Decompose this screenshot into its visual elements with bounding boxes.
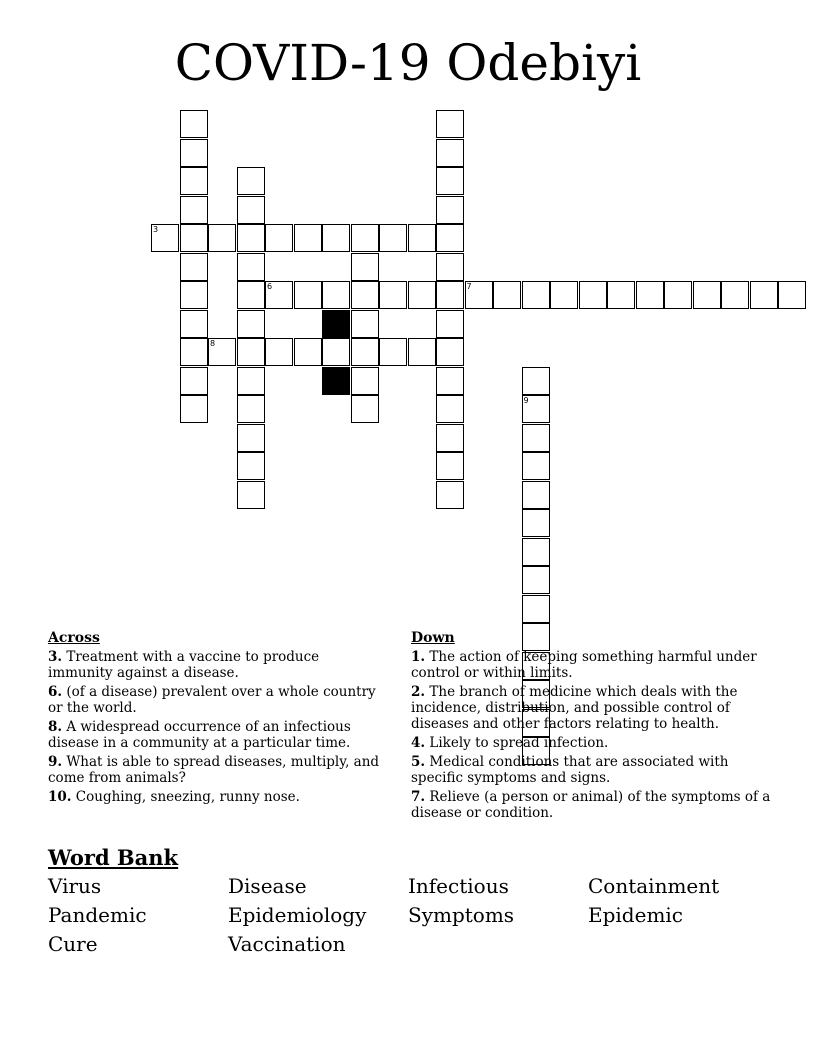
grid-cell[interactable] [237, 196, 265, 224]
grid-cell[interactable] [265, 281, 293, 309]
down-clue-list [411, 649, 771, 821]
grid-cell[interactable] [436, 367, 464, 395]
grid-cell[interactable] [237, 310, 265, 338]
word-bank-item: Cure [48, 932, 98, 956]
word-bank-item: Epidemiology [228, 903, 367, 927]
word-bank-item: Infectious [408, 874, 509, 898]
grid-cell[interactable] [379, 224, 407, 252]
grid-cell[interactable] [522, 395, 550, 423]
grid-cell[interactable] [180, 310, 208, 338]
grid-cell[interactable] [351, 395, 379, 423]
grid-cell[interactable] [351, 281, 379, 309]
down-clue [411, 735, 771, 751]
grid-cell[interactable] [180, 253, 208, 281]
grid-block [322, 367, 350, 395]
clue-num: 3. [48, 649, 63, 665]
clue-number: 6 [267, 282, 273, 291]
grid-cell[interactable] [436, 310, 464, 338]
clue-number: 8 [210, 339, 216, 348]
grid-cell[interactable] [294, 281, 322, 309]
grid-cell[interactable] [493, 281, 521, 309]
across-clue [48, 684, 388, 716]
grid-cell[interactable] [408, 338, 436, 366]
grid-cell[interactable] [294, 224, 322, 252]
grid-cell[interactable] [436, 167, 464, 195]
grid-cell[interactable] [436, 224, 464, 252]
grid-cell[interactable] [436, 424, 464, 452]
clue-num: 9. [48, 754, 63, 770]
grid-cell[interactable] [607, 281, 635, 309]
grid-cell[interactable] [180, 167, 208, 195]
grid-cell[interactable] [180, 196, 208, 224]
word-bank-list [48, 872, 768, 958]
clue-num: 2. [411, 684, 426, 700]
grid-cell[interactable] [750, 281, 778, 309]
grid-cell[interactable] [265, 224, 293, 252]
grid-cell[interactable] [322, 338, 350, 366]
clue-text: (of a disease) prevalent over a whole country or the world. [48, 684, 376, 716]
grid-cell[interactable] [436, 338, 464, 366]
clue-text: The branch of medicine which deals with the incidence, distribution, and possible control of diseases and other factors relating to health. [411, 684, 738, 732]
grid-cell[interactable] [550, 281, 578, 309]
grid-cell[interactable] [436, 196, 464, 224]
down-clue [411, 754, 771, 786]
clue-text: Treatment with a vaccine to produce immunity against a disease. [48, 649, 320, 681]
word-bank-item: Virus [48, 874, 102, 898]
grid-cell[interactable] [180, 139, 208, 167]
grid-cell[interactable] [436, 110, 464, 138]
grid-cell[interactable] [522, 509, 550, 537]
clue-num: 10. [48, 789, 72, 805]
puzzle-title: COVID-19 Odebiyi [174, 34, 642, 92]
grid-cell[interactable] [522, 566, 550, 594]
across-clue [48, 649, 388, 681]
grid-cell[interactable] [522, 538, 550, 566]
grid-cell[interactable] [351, 367, 379, 395]
grid-cell[interactable] [237, 481, 265, 509]
clue-num: 8. [48, 719, 63, 735]
grid-cell[interactable] [579, 281, 607, 309]
down-heading: Down [411, 630, 455, 646]
across-clue [48, 789, 388, 805]
grid-cell[interactable] [208, 338, 236, 366]
clue-num: 1. [411, 649, 426, 665]
down-clues [411, 630, 771, 824]
grid-cell[interactable] [237, 338, 265, 366]
grid-cell[interactable] [180, 281, 208, 309]
across-clue [48, 719, 388, 751]
grid-cell[interactable] [522, 452, 550, 480]
grid-cell[interactable] [664, 281, 692, 309]
clue-number: 7 [466, 282, 472, 291]
grid-cell[interactable] [436, 281, 464, 309]
grid-cell[interactable] [351, 338, 379, 366]
word-bank-item: Containment [588, 874, 720, 898]
word-bank [48, 845, 768, 958]
clue-text: A widespread occurrence of an infectious disease in a community at a particular time. [48, 719, 351, 751]
down-clue [411, 789, 771, 821]
grid-cell[interactable] [237, 367, 265, 395]
grid-cell[interactable] [180, 367, 208, 395]
grid-cell[interactable] [778, 281, 806, 309]
word-bank-item: Symptoms [408, 903, 515, 927]
clue-num: 6. [48, 684, 63, 700]
grid-cell[interactable] [237, 424, 265, 452]
clue-text: Medical conditions that are associated with specific symptoms and signs. [411, 754, 729, 786]
grid-cell[interactable] [237, 395, 265, 423]
grid-cell[interactable] [322, 224, 350, 252]
grid-cell[interactable] [351, 253, 379, 281]
across-clue-list [48, 649, 388, 805]
grid-cell[interactable] [237, 452, 265, 480]
grid-cell[interactable] [351, 224, 379, 252]
grid-cell[interactable] [721, 281, 749, 309]
grid-cell[interactable] [180, 338, 208, 366]
grid-cell[interactable] [436, 395, 464, 423]
grid-cell[interactable] [237, 281, 265, 309]
grid-cell[interactable] [265, 338, 293, 366]
word-bank-heading: Word Bank [48, 845, 179, 870]
grid-cell[interactable] [408, 224, 436, 252]
grid-cell[interactable] [379, 338, 407, 366]
grid-cell[interactable] [237, 167, 265, 195]
grid-cell[interactable] [408, 281, 436, 309]
clue-num: 5. [411, 754, 426, 770]
across-clue [48, 754, 388, 786]
grid-cell[interactable] [522, 367, 550, 395]
across-heading: Across [48, 630, 100, 646]
word-bank-item: Vaccination [228, 932, 346, 956]
grid-cell[interactable] [636, 281, 664, 309]
grid-cell[interactable] [180, 110, 208, 138]
grid-cell[interactable] [436, 481, 464, 509]
clue-text: Likely to spread infection. [425, 735, 609, 751]
clue-num: 7. [411, 789, 426, 805]
clue-text: What is able to spread diseases, multiply, and come from animals? [48, 754, 380, 786]
grid-cell[interactable] [180, 224, 208, 252]
grid-cell[interactable] [522, 424, 550, 452]
clue-text: Coughing, sneezing, runny nose. [71, 789, 300, 805]
clue-num: 4. [411, 735, 426, 751]
grid-cell[interactable] [294, 338, 322, 366]
down-clue [411, 684, 771, 732]
grid-cell[interactable] [151, 224, 179, 252]
grid-cell[interactable] [180, 395, 208, 423]
word-bank-item: Pandemic [48, 903, 147, 927]
grid-cell[interactable] [436, 452, 464, 480]
grid-cell[interactable] [237, 224, 265, 252]
clue-text: The action of keeping something harmful under control or within limits. [411, 649, 757, 681]
grid-cell[interactable] [436, 139, 464, 167]
grid-cell[interactable] [322, 281, 350, 309]
grid-cell[interactable] [522, 481, 550, 509]
word-bank-item: Epidemic [588, 903, 683, 927]
grid-cell[interactable] [237, 253, 265, 281]
grid-cell[interactable] [208, 224, 236, 252]
grid-cell[interactable] [351, 310, 379, 338]
grid-block [322, 310, 350, 338]
clue-number: 3 [153, 225, 159, 234]
word-bank-item: Disease [228, 874, 307, 898]
grid-cell[interactable] [436, 253, 464, 281]
grid-cell[interactable] [522, 595, 550, 623]
across-clues [48, 630, 388, 808]
clue-number: 9 [523, 396, 529, 405]
grid-cell[interactable] [693, 281, 721, 309]
grid-cell[interactable] [522, 281, 550, 309]
grid-cell[interactable] [465, 281, 493, 309]
grid-cell[interactable] [379, 281, 407, 309]
clue-text: Relieve (a person or animal) of the symptoms of a disease or condition. [411, 789, 771, 821]
down-clue [411, 649, 771, 681]
